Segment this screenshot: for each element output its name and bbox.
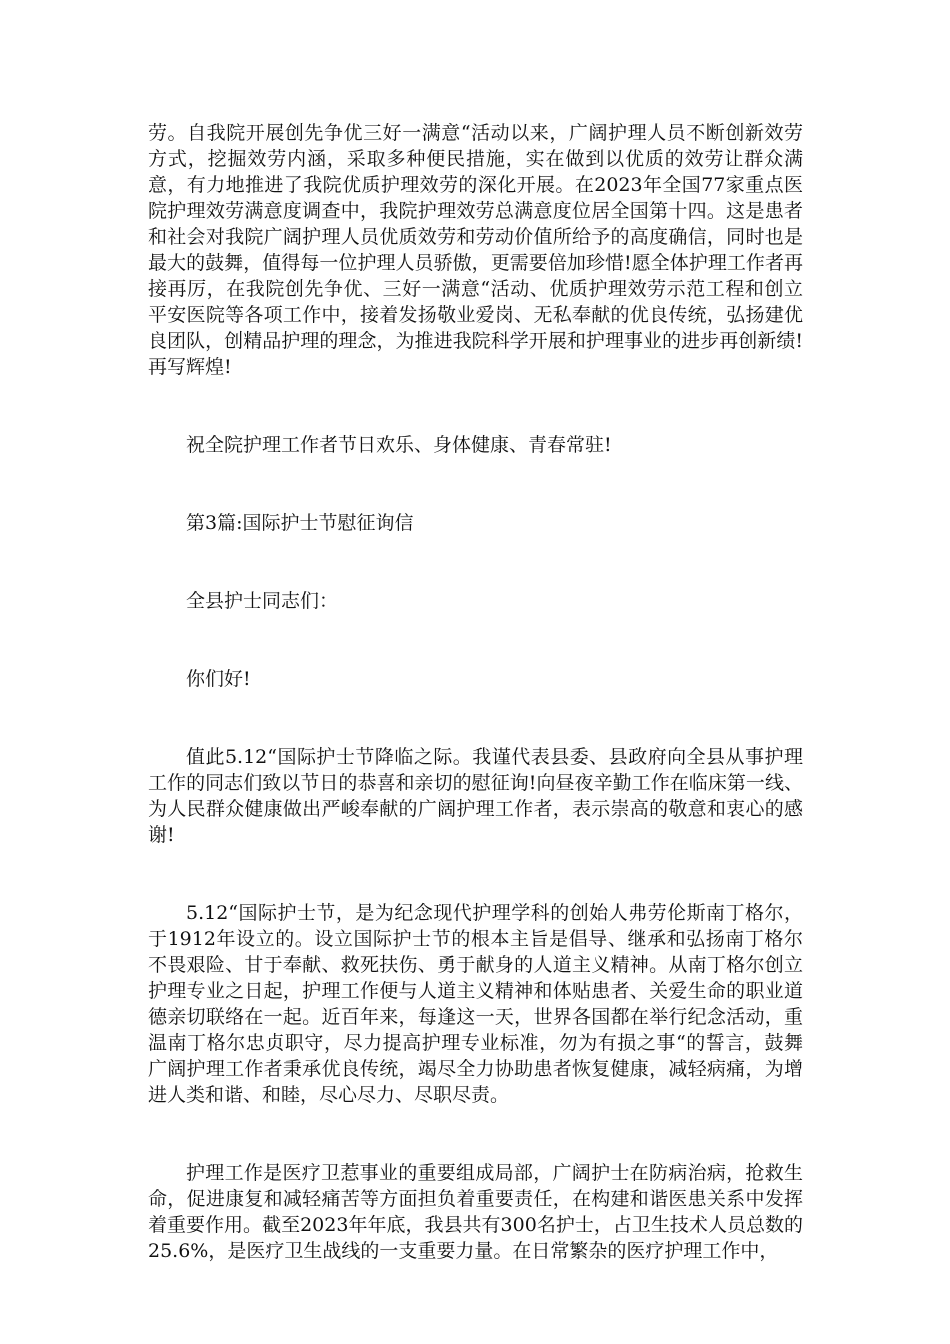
greeting: 你们好! bbox=[186, 668, 251, 690]
paragraph-continuation: 劳。自我院开展创先争优三好一满意“活动以来，广阔护理人员不断创新效劳方式，挖掘效劳内涵，采取多种便民措施，实在做到以优质的效劳让群众满意，有力地推进了我院优质护理效劳的深化开展。在2023年全国77家重点医院护理效劳满意度调查中，我院护理效劳总满意度位居全国第十四。这是患者和社会对我院广阔护理人员优质效劳和劳动价值所给予的高度确信，同时也是最大的鼓舞，值得每一位护理人员骄傲，更需要倍加珍惜!愿全体护理工作者再接再厉，在我院创先争优、三好一满意“活动、优质护理效劳示范工程和创立平安医院等各项工作中，接着发扬敬业爱岗、无私奉献的优良传统，弘扬建优良团队，创精品护理的理念，为推进我院科学开展和护理事业的进步再创新绩!再写辉煌! bbox=[148, 122, 803, 378]
paragraph-importance: 护理工作是医疗卫惹事业的重要组成局部，广阔护士在防病治病，抢救生命，促进康复和减轻痛苦等方面担负着重要责任，在构建和谐医患关系中发挥着重要作用。截至2023年年底，我县共有300名护士，占卫生技术人员总数的25.6%，是医疗卫生战线的一支重要力量。在日常繁杂的医疗护理工作中， bbox=[148, 1162, 803, 1262]
paragraph-blessing: 祝全院护理工作者节日欢乐、身体健康、青春常驻! bbox=[186, 434, 612, 456]
salutation: 全县护士同志们： bbox=[186, 590, 339, 612]
paragraph-history: 5.12“国际护士节，是为纪念现代护理学科的创始人弗劳伦斯南丁格尔，于1912年设立的。设立国际护士节的根本主旨是倡导、继承和弘扬南丁格尔不畏艰险、甘于奉献、救死扶伤、勇于献身的人道主义精神。从南丁格尔创立护理专业之日起，护理工作便与人道主义精神和体贴患者、关爱生命的职业道德亲切联络在一起。近百年来，每逢这一天，世界各国都在举行纪念活动，重温南丁格尔忠贞职守，尽力提高护理专业标准，勿为有损之事“的誓言，鼓舞广阔护理工作者秉承优良传统，竭尽全力协助患者恢复健康，减轻病痛，为增进人类和谐、和睦，尽心尽力、尽职尽责。 bbox=[148, 902, 803, 1106]
document-body bbox=[148, 120, 803, 1264]
paragraph-intro: 值此5.12“国际护士节降临之际。我谨代表县委、县政府向全县从事护理工作的同志们致以节日的恭喜和亲切的慰征询!向昼夜辛勤工作在临床第一线、为人民群众健康做出严峻奉献的广阔护理工作者，表示崇高的敬意和衷心的感谢! bbox=[148, 746, 803, 846]
section-heading: 第3篇:国际护士节慰征询信 bbox=[186, 512, 414, 534]
